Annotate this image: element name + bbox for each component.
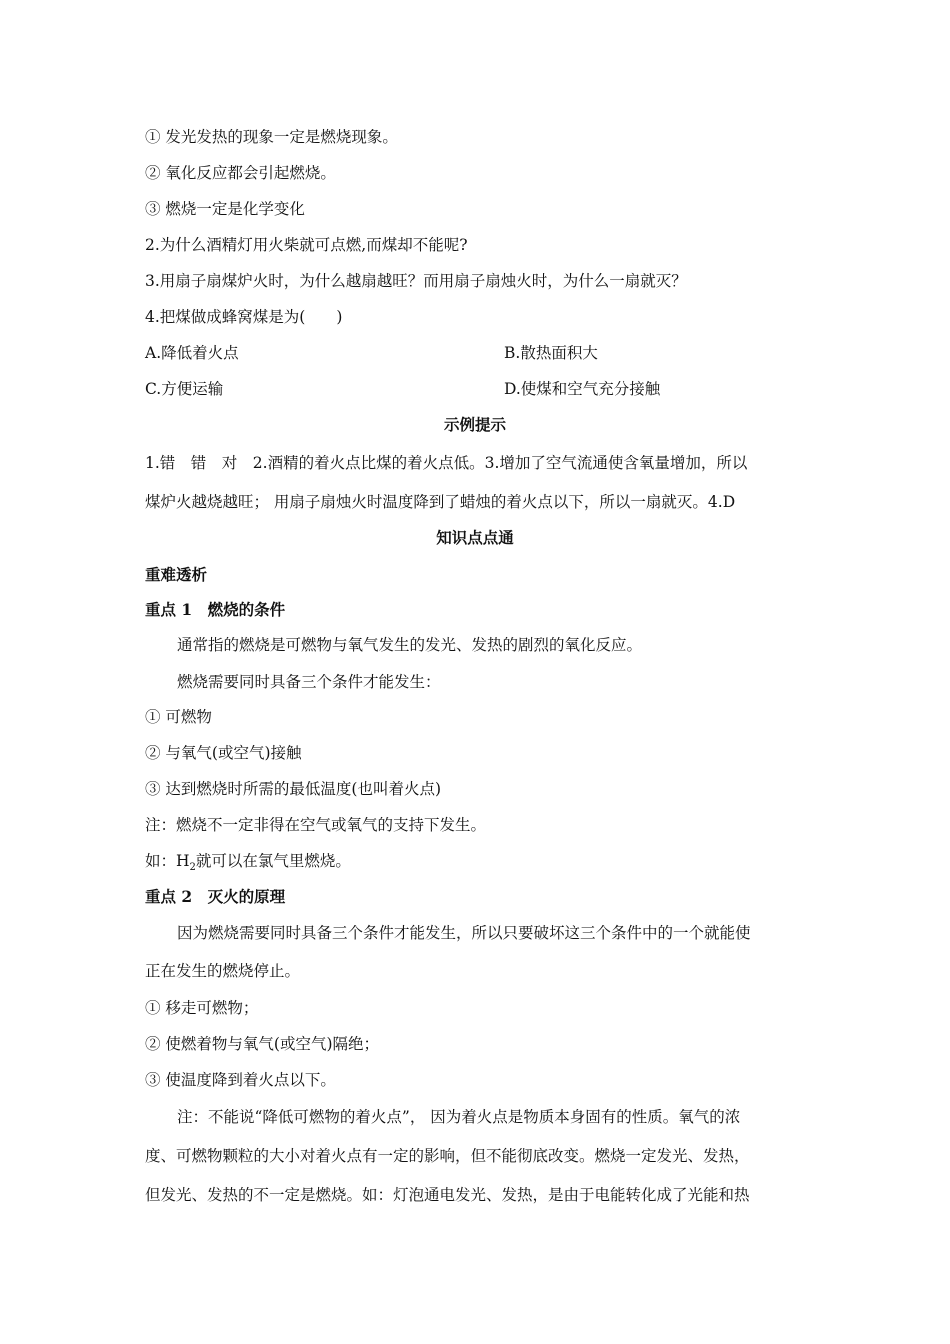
option-b: B.散热面积大 — [504, 344, 598, 362]
point-2-title: 重点 2 灭火的原理 — [145, 887, 286, 906]
point-1-condition-3: ③ 达到燃烧时所需的最低温度(也叫着火点) — [145, 780, 442, 798]
option-d: D.使煤和空气充分接触 — [504, 380, 661, 398]
point-2-note-line-1: 注：不能说“降低可燃物的着火点”， 因为着火点是物质本身固有的性质。氧气的浓 — [177, 1108, 741, 1126]
point-2-line-2: 正在发生的燃烧停止。 — [145, 962, 301, 980]
point-2-method-2: ② 使燃着物与氧气(或空气)隔绝； — [145, 1035, 380, 1053]
question-1-item-1: ① 发光发热的现象一定是燃烧现象。 — [145, 128, 398, 146]
point-1-example — [145, 851, 351, 878]
point-1-line-1: 通常指的燃烧是可燃物与氧气发生的发光、发热的剧烈的氧化反应。 — [177, 636, 643, 654]
hints-title: 示例提示 — [443, 415, 506, 434]
point-2-method-3: ③ 使温度降到着火点以下。 — [145, 1071, 336, 1089]
point-1-line-2: 燃烧需要同时具备三个条件才能发生： — [177, 673, 441, 691]
option-a: A.降低着火点 — [145, 344, 239, 362]
question-4: 4.把煤做成蜂窝煤是为( ) — [145, 308, 343, 326]
hints-line-1: 1.错 错 对 2.酒精的着火点比煤的着火点低。3.增加了空气流通使含氧量增加，所以 — [145, 454, 748, 472]
question-1-item-3: ③ 燃烧一定是化学变化 — [145, 200, 305, 218]
point-1-condition-1: ① 可燃物 — [145, 708, 212, 726]
point-2-method-1: ① 移走可燃物； — [145, 999, 259, 1017]
point-2-line-1: 因为燃烧需要同时具备三个条件才能发生，所以只要破坏这三个条件中的一个就能使 — [177, 924, 751, 942]
knowledge-title: 知识点点通 — [436, 528, 514, 547]
point-1-title: 重点 1 燃烧的条件 — [145, 600, 286, 619]
knowledge-subtitle: 重难透析 — [145, 565, 208, 584]
option-c: C.方便运输 — [145, 380, 224, 398]
point-2-note-line-3: 但发光、发热的不一定是燃烧。如：灯泡通电发光、发热，是由于电能转化成了光能和热 — [145, 1186, 750, 1204]
question-1-item-2: ② 氧化反应都会引起燃烧。 — [145, 164, 336, 182]
example-subscript: 2 — [189, 862, 196, 874]
hints-line-2: 煤炉火越烧越旺； 用扇子扇烛火时温度降到了蜡烛的着火点以下，所以一扇就灭。4.D — [145, 493, 736, 511]
point-2-note-line-2: 度、可燃物颗粒的大小对着火点有一定的影响，但不能彻底改变。燃烧一定发光、发热， — [145, 1147, 750, 1165]
example-prefix: 如：H — [145, 852, 190, 870]
question-3: 3.用扇子扇煤炉火时，为什么越扇越旺？而用扇子扇烛火时，为什么一扇就灭？ — [145, 272, 687, 290]
question-2: 2.为什么酒精灯用火柴就可点燃,而煤却不能呢? — [145, 236, 468, 254]
point-1-condition-2: ② 与氧气(或空气)接触 — [145, 744, 302, 762]
example-suffix: 就可以在氯气里燃烧。 — [195, 852, 351, 870]
point-1-note: 注：燃烧不一定非得在空气或氧气的支持下发生。 — [145, 816, 487, 834]
